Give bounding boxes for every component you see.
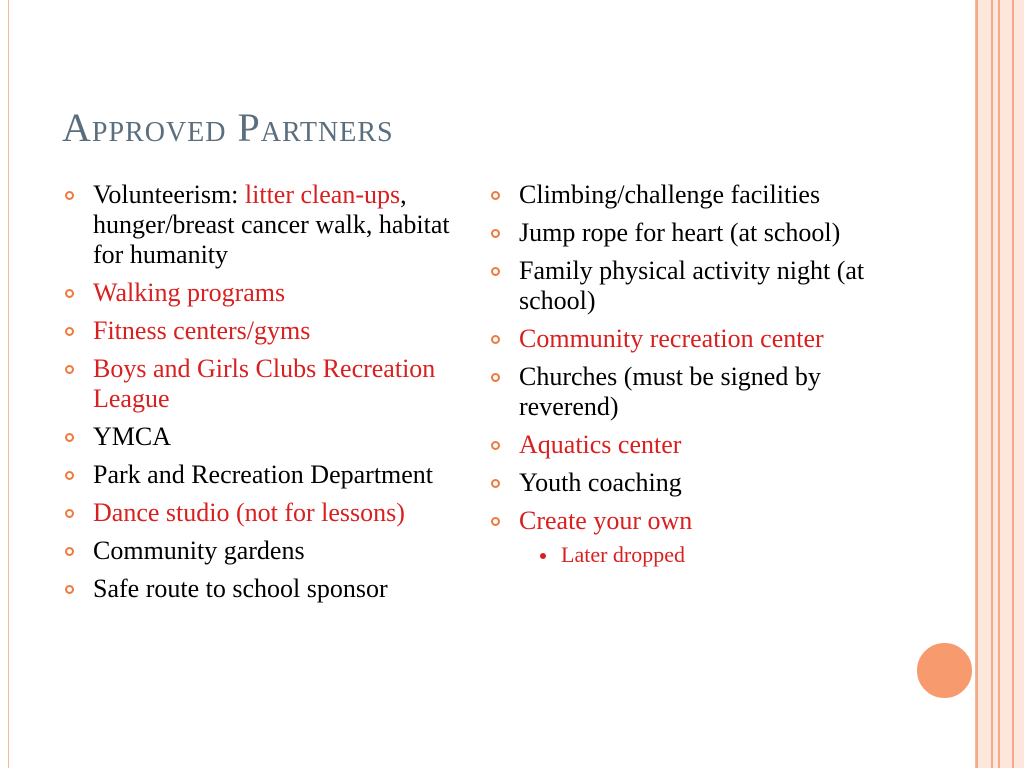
sub-list-item-later-dropped — [519, 542, 873, 568]
hollow-circle-bullet-icon — [65, 327, 74, 336]
hollow-circle-bullet-icon — [65, 365, 74, 374]
item-prefix: Volunteerism: — [93, 180, 245, 209]
list-item-dance-studio — [62, 498, 477, 528]
item-text: Jump rope for heart (at school) — [519, 218, 841, 247]
list-item-fitness-centers — [62, 316, 477, 346]
list-item-churches — [488, 362, 873, 422]
item-text: Community gardens — [93, 536, 305, 565]
list-item-jump-rope — [488, 218, 873, 248]
hollow-circle-bullet-icon — [65, 471, 74, 480]
item-text: Safe route to school sponsor — [93, 574, 388, 603]
list-item-walking-programs — [62, 278, 477, 308]
item-text: Family physical activity night (at school) — [519, 256, 865, 315]
filled-dot-bullet-icon — [540, 553, 546, 559]
hollow-circle-bullet-icon — [65, 191, 74, 200]
hollow-circle-bullet-icon — [491, 479, 500, 488]
item-text: Fitness centers/gyms — [93, 316, 311, 345]
left-bullet-list — [62, 180, 477, 612]
item-text: Create your own — [519, 506, 693, 535]
hollow-circle-bullet-icon — [491, 229, 500, 238]
orange-circle-decoration — [914, 640, 975, 701]
item-text: Dance studio (not for lessons) — [93, 498, 405, 527]
stripe-line — [976, 0, 978, 768]
slide-title: Approved Partners — [62, 105, 394, 150]
hollow-circle-bullet-icon — [491, 373, 500, 382]
hollow-circle-bullet-icon — [65, 585, 74, 594]
list-item-safe-route — [62, 574, 477, 604]
list-item-community-recreation — [488, 324, 873, 354]
item-text: Youth coaching — [519, 468, 682, 497]
hollow-circle-bullet-icon — [65, 509, 74, 518]
list-item-family-activity — [488, 256, 873, 316]
item-text: Climbing/challenge facilities — [519, 180, 821, 209]
hollow-circle-bullet-icon — [491, 441, 500, 450]
list-item-ymca — [62, 422, 477, 452]
right-bullet-list — [488, 180, 873, 576]
hollow-circle-bullet-icon — [491, 335, 500, 344]
list-item-park-recreation — [62, 460, 477, 490]
item-text: Aquatics center — [519, 430, 682, 459]
stripe-line — [991, 0, 993, 768]
item-text: Boys and Girls Clubs Recreation League — [93, 354, 436, 413]
list-item-create-your-own — [488, 506, 873, 568]
item-text: Walking programs — [93, 278, 286, 307]
item-highlight: litter clean-ups — [244, 180, 401, 209]
hollow-circle-bullet-icon — [491, 191, 500, 200]
list-item-community-gardens — [62, 536, 477, 566]
decorative-stripes — [976, 0, 1024, 768]
item-text: Park and Recreation Department — [93, 460, 434, 489]
sub-bullet-list — [519, 542, 873, 568]
hollow-circle-bullet-icon — [65, 433, 74, 442]
hollow-circle-bullet-icon — [491, 267, 500, 276]
sub-item-text: Later dropped — [561, 542, 685, 567]
list-item-aquatics — [488, 430, 873, 460]
hollow-circle-bullet-icon — [491, 517, 500, 526]
list-item-boys-girls-clubs — [62, 354, 477, 414]
hollow-circle-bullet-icon — [65, 547, 74, 556]
list-item-volunteerism — [62, 180, 477, 270]
list-item-climbing — [488, 180, 873, 210]
stripe-line — [998, 0, 1000, 768]
item-rest: , hunger/breast cancer walk, habitat for humanity — [93, 180, 450, 269]
item-text: Community recreation center — [519, 324, 824, 353]
item-text: Churches (must be signed by reverend) — [519, 362, 821, 421]
hollow-circle-bullet-icon — [65, 289, 74, 298]
list-item-youth-coaching — [488, 468, 873, 498]
item-text: YMCA — [93, 422, 172, 451]
stripe-line — [1012, 0, 1014, 768]
